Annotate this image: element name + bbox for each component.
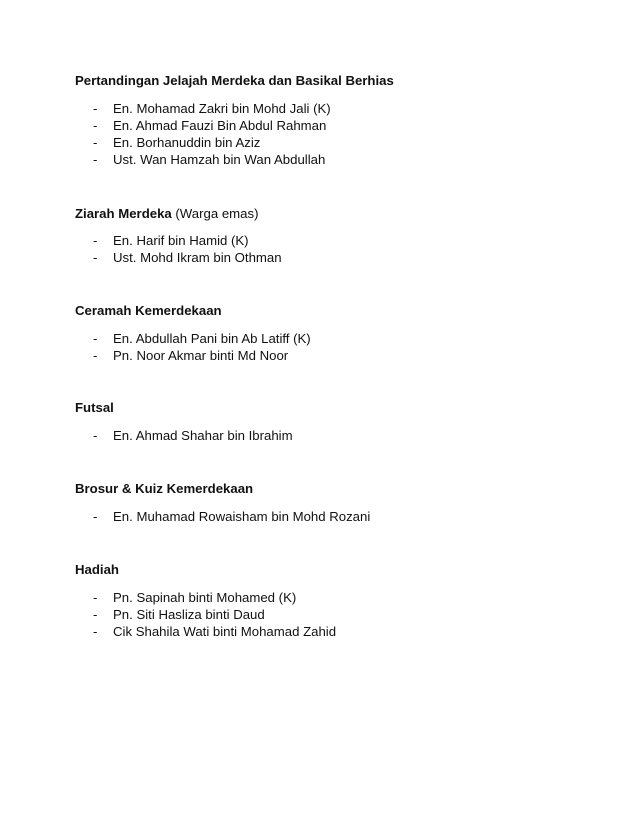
section-futsal xyxy=(75,400,595,444)
section-heading xyxy=(75,562,595,578)
section-heading xyxy=(75,400,595,416)
list-item xyxy=(75,232,595,249)
member-name: Pn. Siti Hasliza binti Daud xyxy=(113,607,265,622)
member-list xyxy=(75,508,595,525)
list-item xyxy=(75,249,595,266)
bullet-dash: - xyxy=(93,101,98,116)
member-list xyxy=(75,427,595,444)
section-heading xyxy=(75,206,595,222)
list-item xyxy=(75,117,595,134)
list-item xyxy=(75,606,595,623)
member-name: En. Ahmad Fauzi Bin Abdul Rahman xyxy=(113,118,327,133)
section-title: Pertandingan Jelajah Merdeka dan Basikal Berhias xyxy=(75,73,394,88)
member-list xyxy=(75,100,595,168)
list-item xyxy=(75,134,595,151)
bullet-dash: - xyxy=(93,331,98,346)
bullet-dash: - xyxy=(93,250,98,265)
section-title: Ceramah Kemerdekaan xyxy=(75,303,222,318)
section-heading xyxy=(75,481,595,497)
section-note: (Warga emas) xyxy=(171,206,259,221)
list-item xyxy=(75,427,595,444)
bullet-dash: - xyxy=(93,152,98,167)
bullet-dash: - xyxy=(93,135,98,150)
section-title: Ziarah Merdeka xyxy=(75,206,172,221)
section-jelajah-merdeka xyxy=(75,73,595,168)
member-list xyxy=(75,589,595,640)
section-brosur-kuiz xyxy=(75,481,595,525)
section-title: Brosur & Kuiz Kemerdekaan xyxy=(75,481,254,496)
bullet-dash: - xyxy=(93,348,98,363)
member-name: Pn. Noor Akmar binti Md Noor xyxy=(113,348,289,363)
section-hadiah xyxy=(75,562,595,640)
list-item xyxy=(75,589,595,606)
member-name: En. Mohamad Zakri bin Mohd Jali (K) xyxy=(113,101,331,116)
member-name: En. Borhanuddin bin Aziz xyxy=(113,135,261,150)
member-name: Ust. Mohd Ikram bin Othman xyxy=(113,250,282,265)
bullet-dash: - xyxy=(93,233,98,248)
list-item xyxy=(75,347,595,364)
member-name: En. Harif bin Hamid (K) xyxy=(113,233,249,248)
section-title: Futsal xyxy=(75,400,114,415)
member-name: Cik Shahila Wati binti Mohamad Zahid xyxy=(113,624,337,639)
section-ceramah-kemerdekaan xyxy=(75,303,595,364)
bullet-dash: - xyxy=(93,607,98,622)
list-item xyxy=(75,100,595,117)
list-item xyxy=(75,508,595,525)
section-ziarah-merdeka xyxy=(75,206,595,266)
list-item xyxy=(75,623,595,640)
member-list xyxy=(75,232,595,266)
member-name: Ust. Wan Hamzah bin Wan Abdullah xyxy=(113,152,326,167)
section-title: Hadiah xyxy=(75,562,119,577)
member-name: En. Ahmad Shahar bin Ibrahim xyxy=(113,428,293,443)
member-list xyxy=(75,330,595,364)
member-name: Pn. Sapinah binti Mohamed (K) xyxy=(113,590,297,605)
bullet-dash: - xyxy=(93,428,98,443)
list-item xyxy=(75,151,595,168)
section-heading xyxy=(75,303,595,319)
member-name: En. Abdullah Pani bin Ab Latiff (K) xyxy=(113,331,311,346)
bullet-dash: - xyxy=(93,624,98,639)
member-name: En. Muhamad Rowaisham bin Mohd Rozani xyxy=(113,509,371,524)
bullet-dash: - xyxy=(93,509,98,524)
list-item xyxy=(75,330,595,347)
bullet-dash: - xyxy=(93,590,98,605)
bullet-dash: - xyxy=(93,118,98,133)
section-heading xyxy=(75,73,595,89)
